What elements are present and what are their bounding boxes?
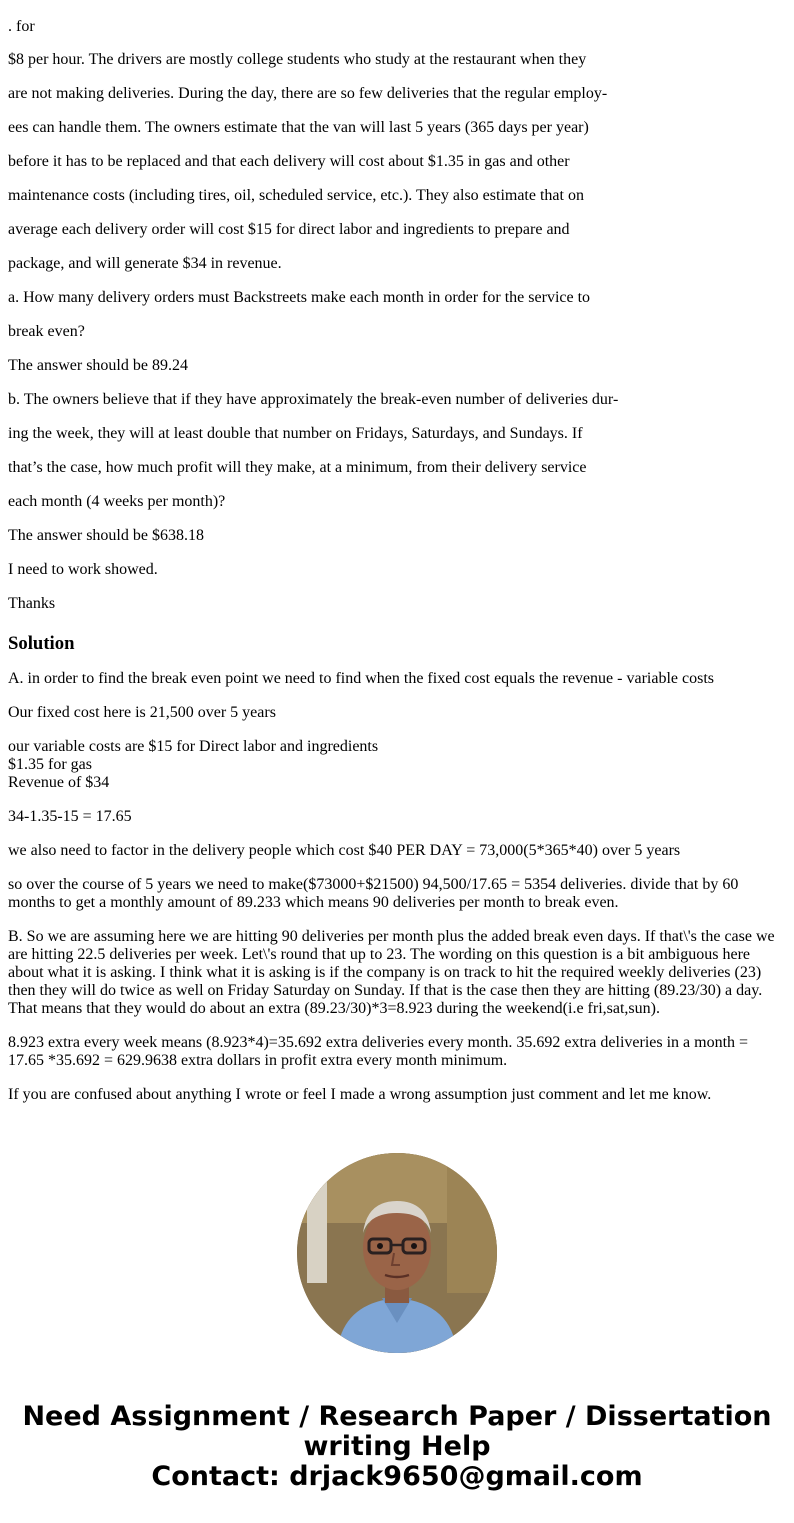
question-line: I need to work showed. — [8, 561, 158, 578]
question-block — [8, 0, 786, 612]
cta-line: writing Help — [303, 1431, 491, 1462]
question-line: . for — [8, 18, 35, 35]
variable-cost-line: $1.35 for gas — [8, 756, 92, 773]
question-line: The answer should be $638.18 — [8, 527, 204, 544]
question-line: are not making deliveries. During the day, there are so few deliveries that the regular employ- — [8, 85, 608, 102]
solution-paragraph: we also need to factor in the delivery people which cost $40 PER DAY = 73,000(5*365*40) over 5 years — [8, 842, 681, 859]
question-line: b. The owners believe that if they have approximately the break-even number of deliveries dur- — [8, 391, 619, 408]
question-line: The answer should be 89.24 — [8, 357, 188, 374]
solution-paragraph: so over the course of 5 years we need to make($73000+$21500) 94,500/17.65 = 5354 deliveries. divide that by 60 months to get a monthly amount of 89.233 which means 90 deliveries per month to break even. — [8, 876, 739, 911]
solution-heading: Solution — [8, 633, 75, 654]
question-line: Thanks — [8, 595, 56, 612]
question-line: package, and will generate $34 in revenue. — [8, 255, 282, 272]
question-line: a. How many delivery orders must Backstreets make each month in order for the service to — [8, 289, 591, 306]
question-line: maintenance costs (including tires, oil, scheduled service, etc.). They also estimate that on — [8, 187, 584, 204]
solution-paragraph: 34-1.35-15 = 17.65 — [8, 808, 132, 825]
question-line: before it has to be replaced and that each delivery will cost about $1.35 in gas and other — [8, 153, 570, 170]
contact-banner — [0, 1402, 794, 1492]
contact-email: Contact: drjack9650@gmail.com — [151, 1461, 643, 1492]
cta-line: Need Assignment / Research Paper / Dissertation — [22, 1401, 772, 1432]
author-avatar — [297, 1153, 497, 1353]
question-line: ing the week, they will at least double that number on Fridays, Saturdays, and Sundays. If — [8, 425, 583, 442]
question-line: break even? — [8, 323, 85, 340]
document-content — [8, 0, 786, 1104]
solution-paragraph: Our fixed cost here is 21,500 over 5 years — [8, 704, 276, 721]
question-line: average each delivery order will cost $15 for direct labor and ingredients to prepare and — [8, 221, 570, 238]
solution-paragraph — [8, 722, 786, 792]
question-line: ees can handle them. The owners estimate that the van will last 5 years (365 days per year) — [8, 119, 589, 136]
question-line: $8 per hour. The drivers are mostly college students who study at the restaurant when they — [8, 51, 587, 68]
author-portrait-icon — [297, 1153, 497, 1353]
question-line: that’s the case, how much profit will they make, at a minimum, from their delivery service — [8, 459, 587, 476]
question-line: each month (4 weeks per month)? — [8, 493, 226, 510]
solution-paragraph: B. So we are assuming here we are hitting 90 deliveries per month plus the added break even days. If that\'s the case we are hitting 22.5 deliveries per week. Let\'s round that up to 23. The wording on this question is a bit ambiguous here about what it is asking. I think what it is asking is if the company is on track to hit the required weekly deliveries (23) then they will do twice as well on Friday Saturday on Sunday. If that is the case then they are hitting (89.23/30) a day. That means that they would do about an extra (89.23/30)*3=8.923 during the weekend(i.e fri,sat,sun). — [8, 928, 775, 1017]
variable-cost-line: our variable costs are $15 for Direct labor and ingredients — [8, 738, 379, 755]
variable-cost-line: Revenue of $34 — [8, 774, 110, 791]
solution-paragraph: A. in order to find the break even point we need to find when the fixed cost equals the revenue - variable costs — [8, 670, 714, 687]
solution-paragraph: 8.923 extra every week means (8.923*4)=35.692 extra deliveries every month. 35.692 extra deliveries in a month = 17.65 *35.692 = 629.9638 extra dollars in profit extra every month minimum. — [8, 1034, 749, 1069]
solution-paragraph: If you are confused about anything I wrote or feel I made a wrong assumption just comment and let me know. — [8, 1086, 712, 1103]
